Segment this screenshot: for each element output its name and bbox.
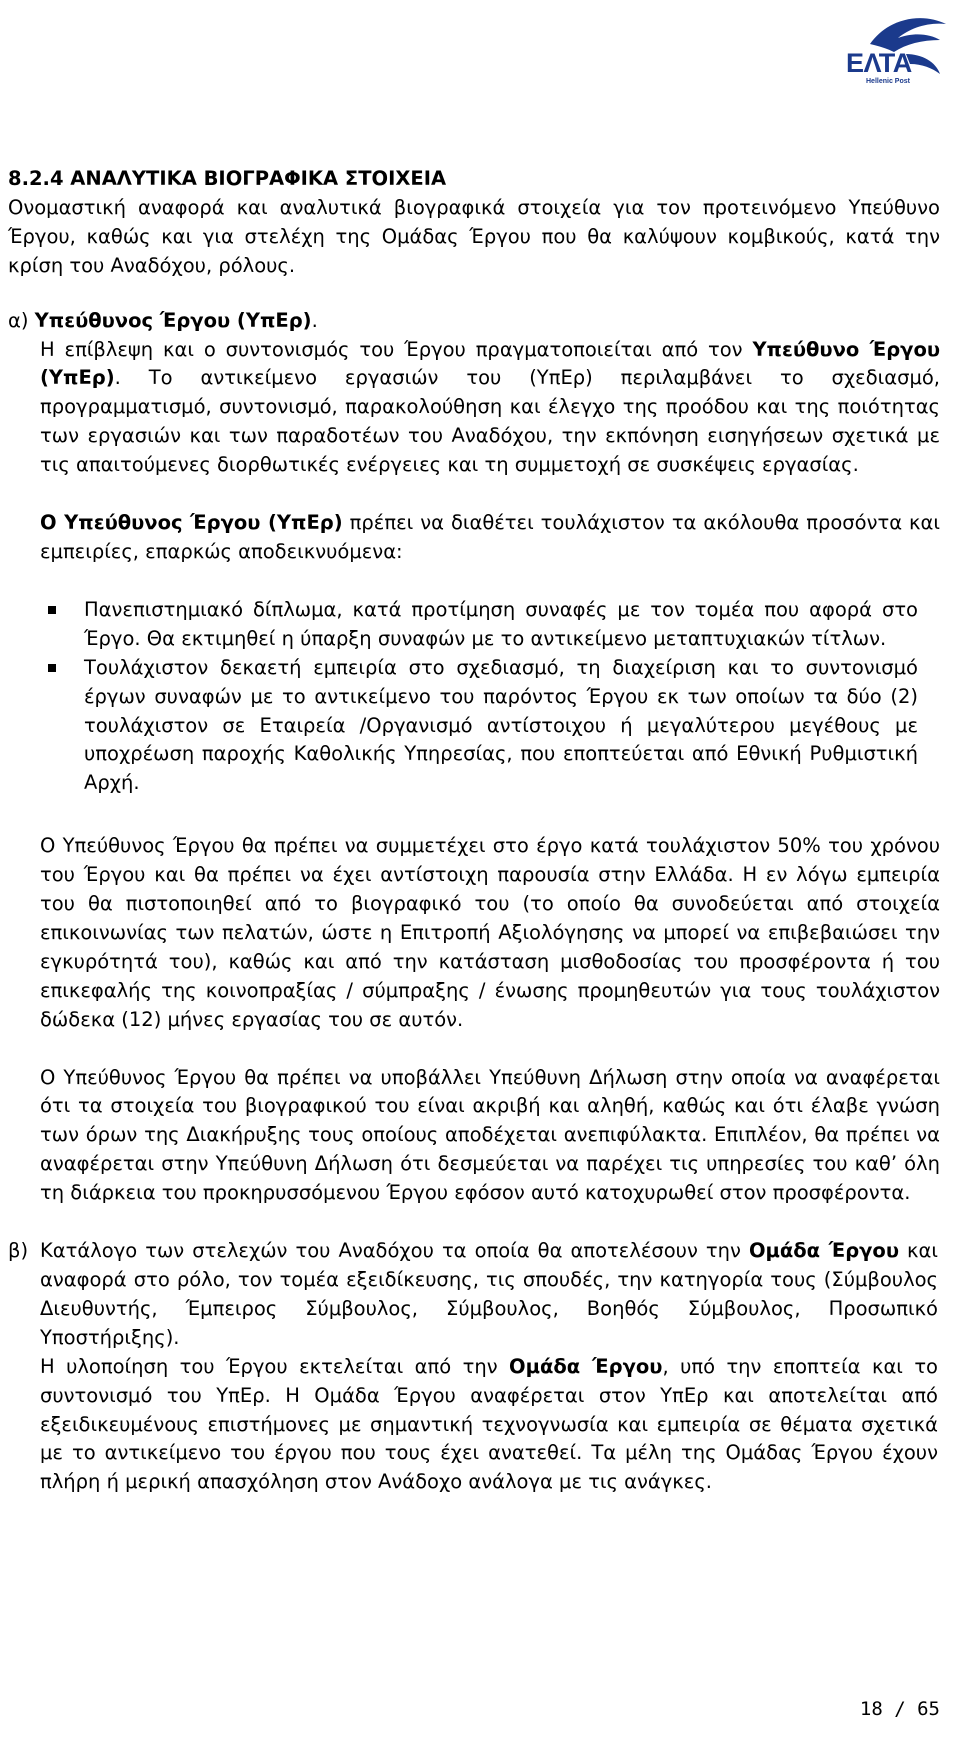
document-body xyxy=(8,165,940,1497)
square-bullet-icon xyxy=(48,606,56,614)
part-a-title-end: . xyxy=(311,308,318,332)
text: και αναφορά στο ρόλο, τον τομέα εξειδίκευσης, τις σπουδές, την κατηγορία τους (Σύμβουλος Διευθυντής, Έμπειρος Σύμβουλος, Σύμβουλος, Βοηθός Σύμβουλος, Προσωπικό Υποστήριξης). xyxy=(40,1239,939,1349)
logo-subtitle: Hellenic Post xyxy=(866,78,910,85)
part-a-body-2 xyxy=(8,832,940,1208)
bold-text: Ο Υπεύθυνος Έργου (ΥπΕρ) xyxy=(40,511,343,535)
list-item-text: Πανεπιστημιακό δίπλωμα, κατά προτίμηση συναφές με τον τομέα που αφορά στο Έργο. Θα εκτιμηθεί η ύπαρξη συναφών με το αντικείμενο μεταπτυχιακών τίτλων. xyxy=(84,597,918,650)
text: πρέπει να διαθέτει τουλάχιστον τα ακόλουθα προσόντα και εμπειρίες, επαρκώς αποδεικνυόμενα: xyxy=(40,511,940,563)
text: Η υλοποίηση του Έργου εκτελείται από την xyxy=(40,1354,510,1378)
qualifications-list xyxy=(8,596,940,798)
spacer xyxy=(40,567,940,596)
part-b-paragraph-2 xyxy=(40,1353,938,1498)
list-item-text: Τουλάχιστον δεκαετή εμπειρία στο σχεδιασμό, τη διαχείριση και το συντονισμό έργων συναφών με το αντικείμενο του παρόντος Έργου εκ των οποίων τα δύο (2) τουλάχιστον σε Εταιρεία /Οργανισμό αντίστοιχου ή μεγαλύτερου μεγέθους με υποχρέωση παροχής Καθολικής Υπηρεσίας, που εποπτεύεται από Εθνική Ρυθμιστική Αρχή. xyxy=(84,655,918,795)
bold-text: Υπεύθυνο Έργου (ΥπΕρ) xyxy=(40,337,941,390)
part-a-paragraph-3: Ο Υπεύθυνος Έργου θα πρέπει να συμμετέχει στο έργο κατά τουλάχιστον 50% του χρόνου του Έργου και θα πρέπει να έχει αντίστοιχη παρουσία στην Ελλάδα. Η εν λόγω εμπειρία του θα πιστοποιηθεί από το βιογραφικό του (το οποίο θα συνοδεύεται από στοιχεία επικοινωνίας των πελατών, ώστε η Επιτροπή Αξιολόγησης να μπορεί να επιβεβαιώσει την εγκυρότητά του), καθώς και από την κατάσταση μισθοδοσίας του προσφέροντα ή του επικεφαλής της κοινοπραξίας / σύμπραξης / ένωσης προμηθευτών για τους τουλάχιστον δώδεκα (12) μήνες εργασίας του σε αυτόν. xyxy=(40,834,940,1031)
spacer xyxy=(40,480,940,509)
square-bullet-icon xyxy=(48,664,56,672)
bold-text: Ομάδα Έργου xyxy=(509,1354,663,1378)
part-b-paragraph-1 xyxy=(40,1237,938,1353)
text: , υπό την εποπτεία και το συντονισμό του ΥπΕρ. Η Ομάδα Έργου αναφέρεται στον ΥπΕρ και αποτελείται από εξειδικευμένους επιστήμονες με σημαντική τεχνογνωσία και εμπειρία σε θέματα σχετικά με το αντικείμενο του έργου που τους έχει ανατεθεί. Τα μέλη της Ομάδας Έργου έχουν πλήρη ή μερική απασχόληση στον Ανάδοχο ανάλογα με τις ανάγκες. xyxy=(40,1354,938,1494)
part-b-body xyxy=(8,1237,940,1497)
spacer xyxy=(8,1208,940,1237)
part-a-label: α) xyxy=(8,308,35,332)
part-a-heading xyxy=(8,307,940,336)
part-a-paragraph-4: Ο Υπεύθυνος Έργου θα πρέπει να υποβάλλει Υπεύθυνη Δήλωση στην οποία να αναφέρεται ότι τα στοιχεία του βιογραφικού του είναι ακριβή και αληθή, καθώς και ότι έλαβε γνώση των όρων της Διακήρυξης τους οποίους αποδέχεται ανεπιφύλακτα. Επιπλέον, θα πρέπει να αναφέρεται στην Υπεύθυνη Δήλωση ότι δεσμεύεται να παρέχει τις υπηρεσίες του καθ’ όλη τη διάρκεια του προκηρυσσόμενου Έργου εφόσον αυτό κατοχυρωθεί στον προσφέροντα. xyxy=(40,1065,940,1205)
part-a-body xyxy=(8,336,940,596)
spacer xyxy=(8,281,940,307)
text: . Το αντικείμενο εργασιών του (ΥπΕρ) περιλαμβάνει το σχεδιασμό, προγραμματισμό, συντονισμό, παρακολούθηση και έλεγχο της προόδου και της ποιότητας των εργασιών και των παραδοτέων του Αναδόχου, την εκπόνηση εισηγήσεων σχετικά με τις απαιτούμενες διορθωτικές ενέργειες και τη συμμετοχή σε συσκέψεις εργασίας. xyxy=(40,366,940,477)
part-a-paragraph-1 xyxy=(40,336,940,481)
text: Κατάλογο των στελεχών του Αναδόχου τα οποία θα αποτελέσουν την xyxy=(40,1239,749,1263)
logo-text: ΕΛΤΑ xyxy=(846,48,912,78)
elta-logo xyxy=(836,14,948,88)
page-number: 18 / 65 xyxy=(859,1698,940,1720)
spacer xyxy=(40,1035,940,1064)
bold-text: Ομάδα Έργου xyxy=(748,1239,900,1263)
section-heading: 8.2.4 ΑΝΑΛΥΤΙΚΑ ΒΙΟΓΡΑΦΙΚΑ ΣΤΟΙΧΕΙΑ xyxy=(8,167,447,190)
part-b-label: β) xyxy=(8,1239,29,1263)
part-a-title: Υπεύθυνος Έργου (ΥπΕρ) xyxy=(34,308,312,332)
list-item xyxy=(8,596,940,654)
section-intro: Ονομαστική αναφορά και αναλυτικά βιογραφικά στοιχεία για τον προτεινόμενο Υπεύθυνο Έργου, καθώς και για στελέχη της Ομάδας Έργου που θα καλύψουν κομβικούς, κατά την κρίση του Αναδόχου, ρόλους. xyxy=(8,195,940,277)
part-a-paragraph-2 xyxy=(40,509,940,567)
list-item xyxy=(8,654,940,799)
spacer xyxy=(8,798,940,832)
text: Η επίβλεψη και ο συντονισμός του Έργου πραγματοποιείται από τον xyxy=(40,337,753,361)
